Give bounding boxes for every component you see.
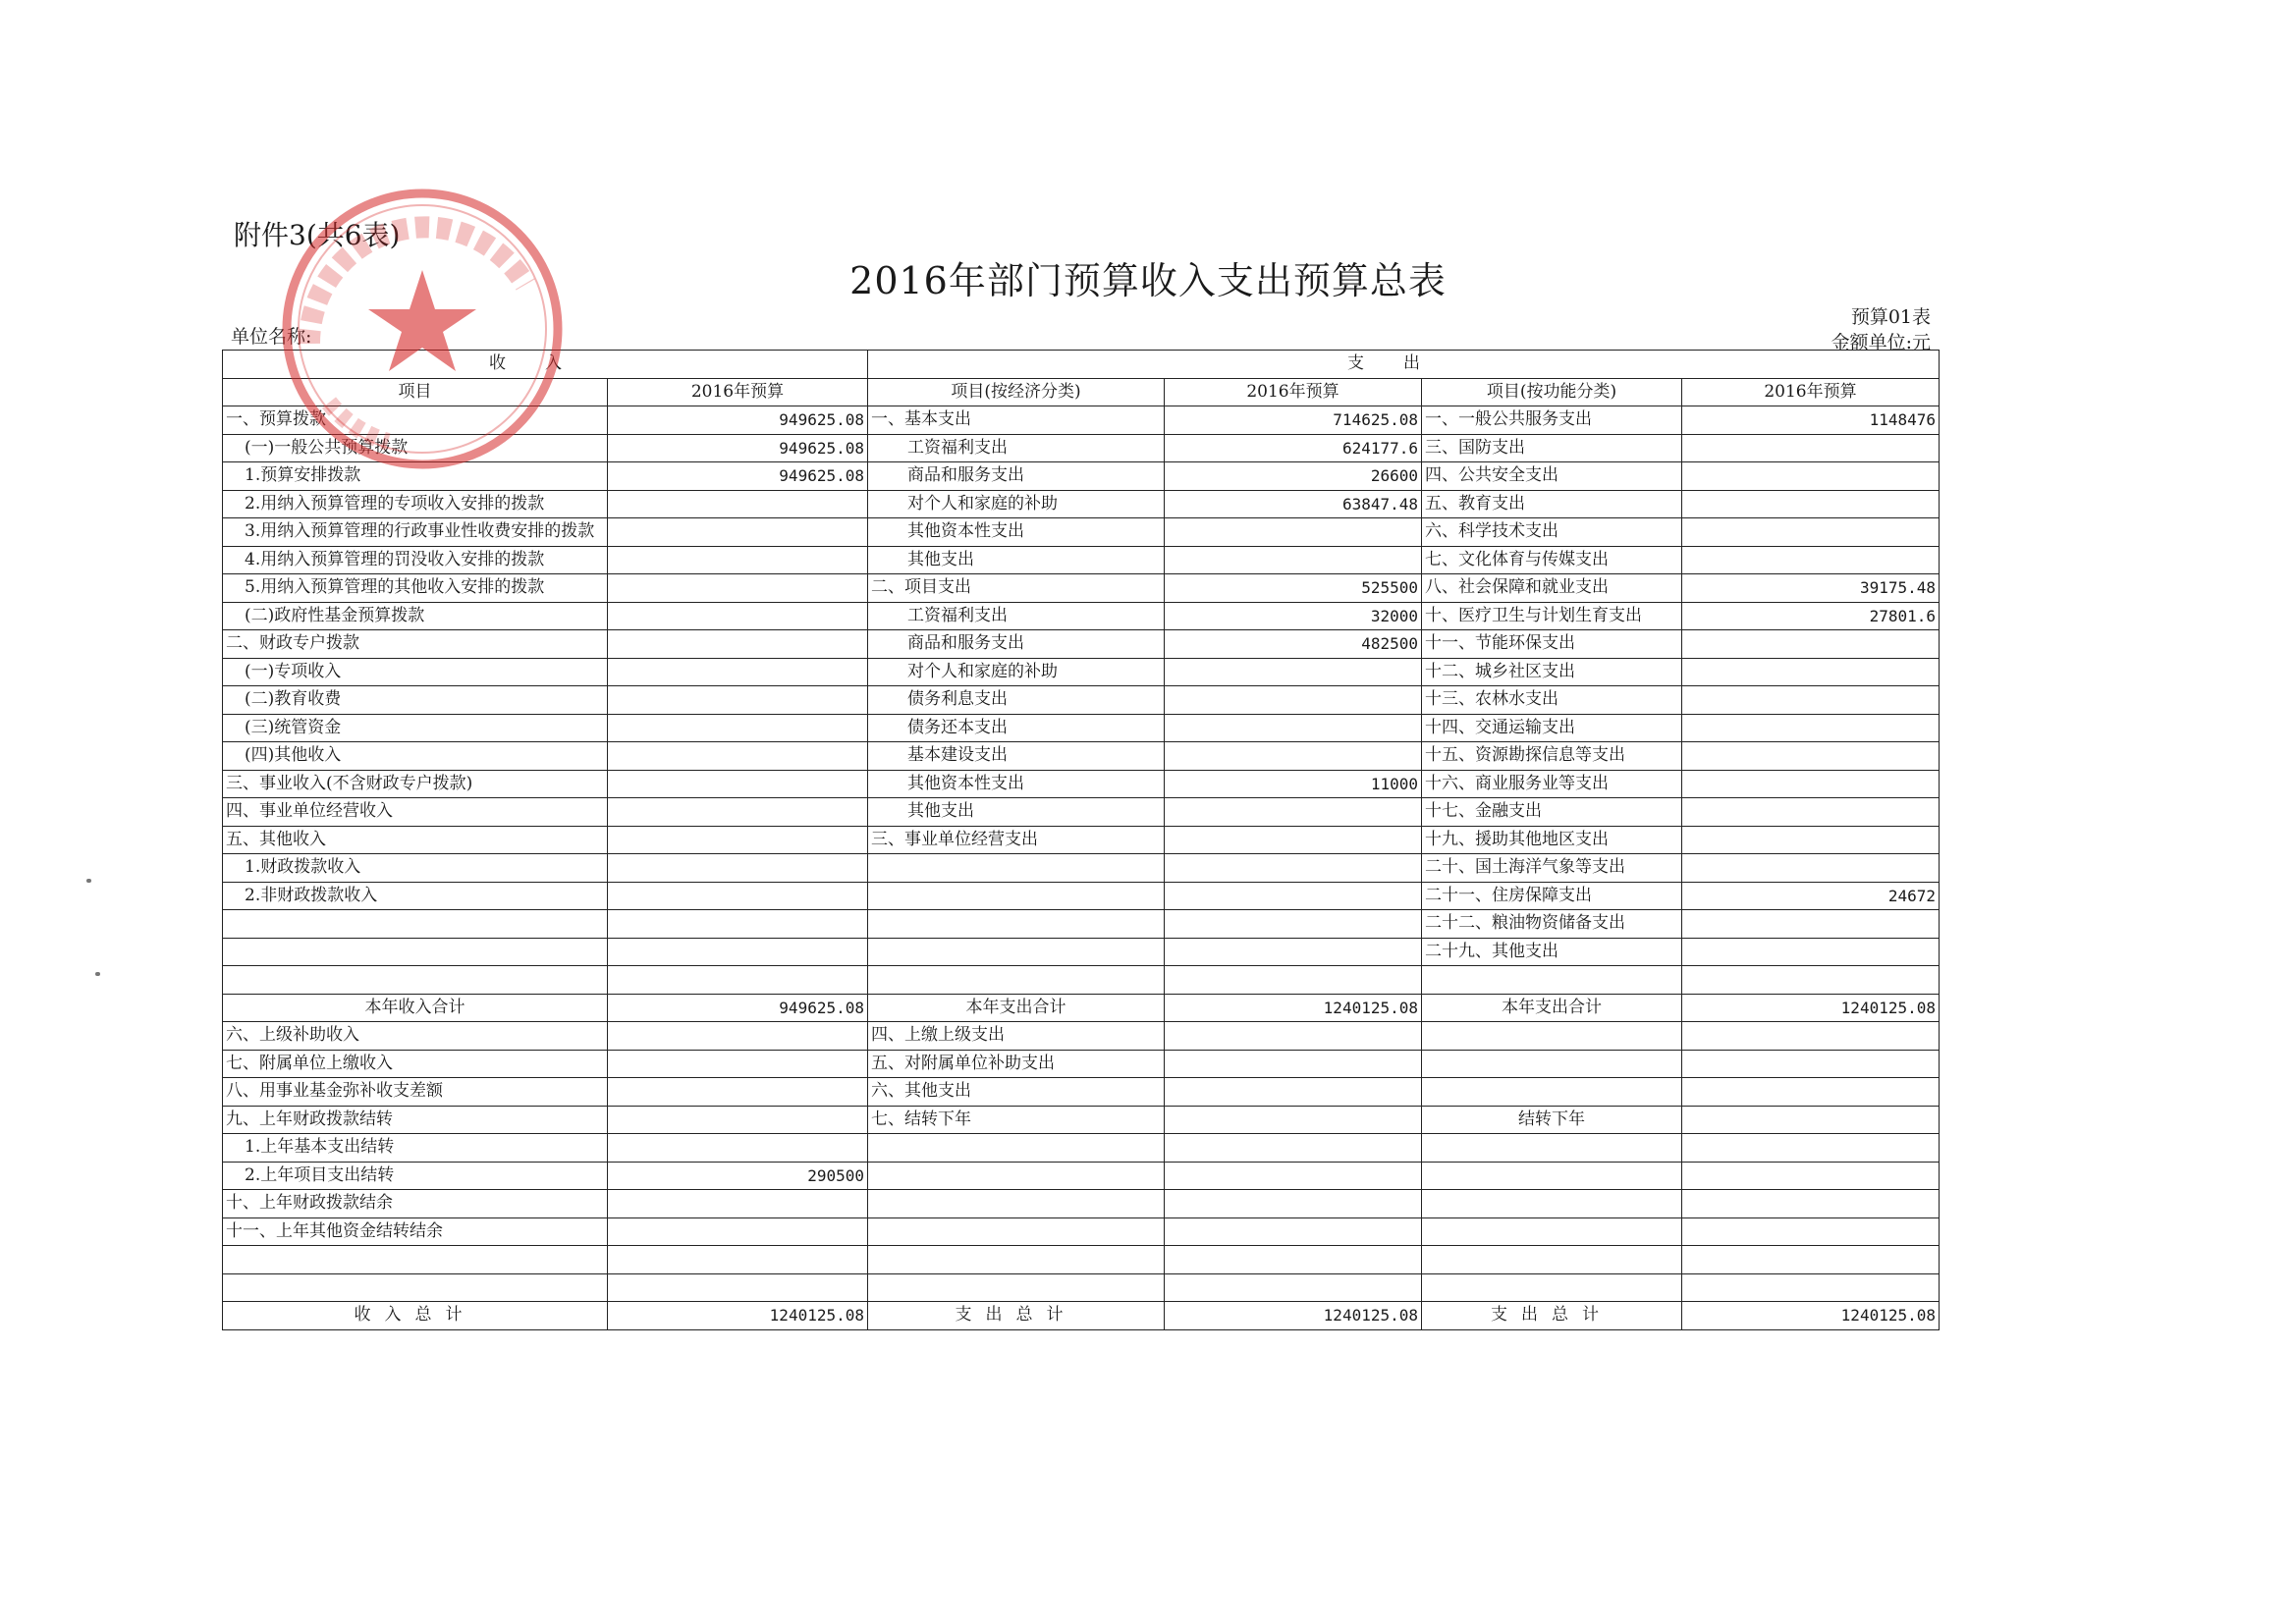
amount-cell — [608, 518, 868, 547]
amount-cell: 26600 — [1165, 462, 1422, 491]
amount-cell: 32000 — [1165, 602, 1422, 630]
item-cell — [1422, 1134, 1682, 1163]
item-cell: (四)其他收入 — [223, 742, 608, 771]
table-row — [223, 518, 1940, 547]
amount-cell — [1682, 462, 1940, 491]
amount-cell — [1682, 826, 1940, 854]
table-row — [223, 434, 1940, 462]
table-row — [223, 546, 1940, 574]
scan-speck — [86, 879, 91, 883]
item-cell: 5.用纳入预算管理的其他收入安排的拨款 — [223, 574, 608, 603]
amount-cell: 525500 — [1165, 574, 1422, 603]
amount-cell — [608, 602, 868, 630]
item-cell: 十九、援助其他地区支出 — [1422, 826, 1682, 854]
item-cell — [223, 1273, 608, 1302]
item-cell — [1422, 1273, 1682, 1302]
item-cell: (一)专项收入 — [223, 658, 608, 686]
amount-cell: 482500 — [1165, 630, 1422, 659]
item-cell — [223, 938, 608, 966]
item-cell: 四、事业单位经营收入 — [223, 798, 608, 827]
item-cell: 七、结转下年 — [868, 1106, 1165, 1134]
table-number: 预算01表 — [1850, 306, 1931, 328]
item-cell: 四、上缴上级支出 — [868, 1022, 1165, 1051]
item-cell: 二十、国土海洋气象等支出 — [1422, 854, 1682, 883]
table-row — [223, 574, 1940, 603]
item-cell — [1422, 1217, 1682, 1246]
amount-cell — [1682, 798, 1940, 827]
item-cell: 十、上年财政拨款结余 — [223, 1190, 608, 1218]
item-cell: 债务还本支出 — [868, 714, 1165, 742]
amount-cell — [608, 1134, 868, 1163]
amount-cell — [608, 1246, 868, 1274]
amount-cell — [1682, 546, 1940, 574]
amount-cell — [1165, 518, 1422, 547]
amount-cell — [1682, 630, 1940, 659]
column-header: 项目 — [223, 378, 608, 406]
amount-cell — [1682, 770, 1940, 798]
amount-cell — [1682, 1106, 1940, 1134]
item-cell: 八、社会保障和就业支出 — [1422, 574, 1682, 603]
item-cell: 一、预算拨款 — [223, 406, 608, 435]
amount-cell: 24672 — [1682, 882, 1940, 910]
item-cell: 债务利息支出 — [868, 686, 1165, 715]
item-cell: 商品和服务支出 — [868, 462, 1165, 491]
amount-unit: 金额单位:元 — [1831, 332, 1931, 353]
item-cell: 其他支出 — [868, 546, 1165, 574]
item-cell — [223, 966, 608, 995]
amount-cell — [1682, 518, 1940, 547]
amount-cell — [1165, 1217, 1422, 1246]
table-row — [223, 770, 1940, 798]
amount-cell — [1682, 1217, 1940, 1246]
table-row — [223, 1078, 1940, 1107]
item-cell: 1.预算安排拨款 — [223, 462, 608, 491]
table-row — [223, 1106, 1940, 1134]
amount-cell — [1682, 1050, 1940, 1078]
amount-cell — [1682, 1134, 1940, 1163]
item-cell: 三、事业单位经营支出 — [868, 826, 1165, 854]
amount-cell — [1165, 1050, 1422, 1078]
amount-cell — [608, 1273, 868, 1302]
table-row — [223, 826, 1940, 854]
amount-cell — [1165, 686, 1422, 715]
table-row — [223, 1134, 1940, 1163]
amount-cell — [1682, 966, 1940, 995]
income-group-header: 收入 — [223, 351, 868, 379]
amount-cell — [1165, 1022, 1422, 1051]
item-cell: 1.上年基本支出结转 — [223, 1134, 608, 1163]
item-cell: 十五、资源勘探信息等支出 — [1422, 742, 1682, 771]
amount-cell — [608, 1190, 868, 1218]
scan-speck — [95, 972, 100, 976]
table-row — [223, 1273, 1940, 1302]
amount-cell: 63847.48 — [1165, 490, 1422, 518]
item-cell: 3.用纳入预算管理的行政事业性收费安排的拨款 — [223, 518, 608, 547]
amount-cell — [1165, 658, 1422, 686]
table-row — [223, 630, 1940, 659]
item-cell: 五、其他收入 — [223, 826, 608, 854]
item-cell: 十一、节能环保支出 — [1422, 630, 1682, 659]
item-cell — [868, 966, 1165, 995]
amount-cell — [1682, 910, 1940, 939]
amount-cell — [608, 1050, 868, 1078]
item-cell — [1422, 1246, 1682, 1274]
item-cell — [868, 1246, 1165, 1274]
column-header: 2016年预算 — [608, 378, 868, 406]
item-cell: 十三、农林水支出 — [1422, 686, 1682, 715]
item-cell: 收入总计 — [223, 1302, 608, 1330]
amount-cell — [1165, 1134, 1422, 1163]
amount-cell — [608, 966, 868, 995]
item-cell: 七、文化体育与传媒支出 — [1422, 546, 1682, 574]
table-body — [223, 406, 1940, 1330]
column-header: 2016年预算 — [1682, 378, 1940, 406]
table-row — [223, 742, 1940, 771]
amount-cell — [1165, 1162, 1422, 1190]
table-row — [223, 686, 1940, 715]
amount-cell — [608, 686, 868, 715]
amount-cell: 290500 — [608, 1162, 868, 1190]
table-row — [223, 1162, 1940, 1190]
table-row — [223, 966, 1940, 995]
amount-cell — [1682, 938, 1940, 966]
item-cell: 九、上年财政拨款结转 — [223, 1106, 608, 1134]
item-cell — [868, 1134, 1165, 1163]
amount-cell — [608, 742, 868, 771]
item-cell: 商品和服务支出 — [868, 630, 1165, 659]
item-cell: (一)一般公共预算拨款 — [223, 434, 608, 462]
item-cell: 十一、上年其他资金结转结余 — [223, 1217, 608, 1246]
amount-cell — [608, 826, 868, 854]
amount-cell — [1682, 854, 1940, 883]
item-cell: 七、附属单位上缴收入 — [223, 1050, 608, 1078]
item-cell: 1.财政拨款收入 — [223, 854, 608, 883]
table-row — [223, 462, 1940, 491]
amount-cell — [608, 910, 868, 939]
amount-cell — [1165, 826, 1422, 854]
amount-cell: 949625.08 — [608, 994, 868, 1022]
amount-cell — [1165, 546, 1422, 574]
item-cell: 本年支出合计 — [1422, 994, 1682, 1022]
item-cell: (二)政府性基金预算拨款 — [223, 602, 608, 630]
item-cell: 二十二、粮油物资储备支出 — [1422, 910, 1682, 939]
amount-cell — [1682, 742, 1940, 771]
amount-cell — [608, 1106, 868, 1134]
item-cell — [868, 854, 1165, 883]
item-cell: 五、教育支出 — [1422, 490, 1682, 518]
expense-group-header: 支出 — [868, 351, 1940, 379]
amount-cell — [1165, 910, 1422, 939]
table-row — [223, 882, 1940, 910]
column-header: 项目(按经济分类) — [868, 378, 1165, 406]
item-cell: 本年收入合计 — [223, 994, 608, 1022]
item-cell: 八、用事业基金弥补收支差额 — [223, 1078, 608, 1107]
item-cell: 其他资本性支出 — [868, 518, 1165, 547]
amount-cell — [1165, 1190, 1422, 1218]
item-cell: 结转下年 — [1422, 1106, 1682, 1134]
item-cell — [223, 1246, 608, 1274]
item-cell — [1422, 1050, 1682, 1078]
item-cell: 三、事业收入(不含财政专户拨款) — [223, 770, 608, 798]
attachment-label: 附件3(共6表) — [234, 219, 401, 251]
amount-cell: 714625.08 — [1165, 406, 1422, 435]
table-row — [223, 1050, 1940, 1078]
table-row — [223, 490, 1940, 518]
amount-cell: 949625.08 — [608, 462, 868, 491]
column-header: 项目(按功能分类) — [1422, 378, 1682, 406]
item-cell: 十七、金融支出 — [1422, 798, 1682, 827]
amount-cell — [608, 938, 868, 966]
table-row — [223, 1217, 1940, 1246]
group-header-row — [223, 351, 1940, 379]
item-cell: 四、公共安全支出 — [1422, 462, 1682, 491]
table-row — [223, 854, 1940, 883]
item-cell — [868, 910, 1165, 939]
item-cell: (二)教育收费 — [223, 686, 608, 715]
item-cell: 六、科学技术支出 — [1422, 518, 1682, 547]
item-cell: 本年支出合计 — [868, 994, 1165, 1022]
amount-cell — [1165, 938, 1422, 966]
amount-cell — [608, 1217, 868, 1246]
amount-cell — [1682, 1273, 1940, 1302]
amount-cell: 39175.48 — [1682, 574, 1940, 603]
amount-cell — [608, 1078, 868, 1107]
amount-cell — [1165, 714, 1422, 742]
item-cell — [223, 910, 608, 939]
amount-cell — [608, 574, 868, 603]
item-cell: 二、项目支出 — [868, 574, 1165, 603]
amount-cell — [1165, 1106, 1422, 1134]
table-row — [223, 938, 1940, 966]
item-cell: 二十一、住房保障支出 — [1422, 882, 1682, 910]
amount-cell: 1240125.08 — [1682, 1302, 1940, 1330]
item-cell — [1422, 1162, 1682, 1190]
amount-cell — [608, 546, 868, 574]
amount-cell: 1240125.08 — [608, 1302, 868, 1330]
item-cell: (三)统管资金 — [223, 714, 608, 742]
table-row — [223, 658, 1940, 686]
amount-cell — [1682, 686, 1940, 715]
amount-cell: 1240125.08 — [1165, 994, 1422, 1022]
amount-cell — [1682, 1022, 1940, 1051]
item-cell: 一、基本支出 — [868, 406, 1165, 435]
table-row — [223, 1022, 1940, 1051]
amount-cell — [1682, 714, 1940, 742]
amount-cell — [1165, 1246, 1422, 1274]
amount-cell — [1682, 1246, 1940, 1274]
amount-cell — [1682, 1078, 1940, 1107]
amount-cell — [1165, 882, 1422, 910]
table-row — [223, 1302, 1940, 1330]
amount-cell: 624177.6 — [1165, 434, 1422, 462]
amount-cell — [1165, 1273, 1422, 1302]
item-cell: 二、财政专户拨款 — [223, 630, 608, 659]
item-cell: 十六、商业服务业等支出 — [1422, 770, 1682, 798]
item-cell: 十、医疗卫生与计划生育支出 — [1422, 602, 1682, 630]
item-cell: 2.上年项目支出结转 — [223, 1162, 608, 1190]
item-cell: 2.用纳入预算管理的专项收入安排的拨款 — [223, 490, 608, 518]
amount-cell: 1240125.08 — [1165, 1302, 1422, 1330]
item-cell: 工资福利支出 — [868, 434, 1165, 462]
table-row — [223, 406, 1940, 435]
column-header-row — [223, 378, 1940, 406]
table-row — [223, 910, 1940, 939]
table-row — [223, 1246, 1940, 1274]
amount-cell — [1682, 434, 1940, 462]
amount-cell — [1682, 1162, 1940, 1190]
amount-cell — [608, 630, 868, 659]
item-cell: 二十九、其他支出 — [1422, 938, 1682, 966]
amount-cell: 27801.6 — [1682, 602, 1940, 630]
item-cell: 支出总计 — [868, 1302, 1165, 1330]
item-cell — [868, 1162, 1165, 1190]
amount-cell: 1148476 — [1682, 406, 1940, 435]
amount-cell — [1165, 1078, 1422, 1107]
unit-name-label: 单位名称: — [231, 326, 312, 348]
item-cell — [868, 1217, 1165, 1246]
item-cell — [1422, 1022, 1682, 1051]
item-cell: 一、一般公共服务支出 — [1422, 406, 1682, 435]
item-cell: 支出总计 — [1422, 1302, 1682, 1330]
amount-cell — [608, 1022, 868, 1051]
amount-cell: 949625.08 — [608, 434, 868, 462]
item-cell: 其他支出 — [868, 798, 1165, 827]
item-cell: 4.用纳入预算管理的罚没收入安排的拨款 — [223, 546, 608, 574]
table-row — [223, 798, 1940, 827]
item-cell: 十四、交通运输支出 — [1422, 714, 1682, 742]
column-header: 2016年预算 — [1165, 378, 1422, 406]
amount-cell — [1165, 854, 1422, 883]
item-cell: 五、对附属单位补助支出 — [868, 1050, 1165, 1078]
amount-cell — [1165, 966, 1422, 995]
item-cell: 对个人和家庭的补助 — [868, 658, 1165, 686]
budget-table — [222, 350, 1940, 1330]
amount-cell — [608, 714, 868, 742]
item-cell: 对个人和家庭的补助 — [868, 490, 1165, 518]
item-cell: 三、国防支出 — [1422, 434, 1682, 462]
table-row — [223, 714, 1940, 742]
item-cell: 六、其他支出 — [868, 1078, 1165, 1107]
item-cell: 2.非财政拨款收入 — [223, 882, 608, 910]
amount-cell — [608, 798, 868, 827]
table-row — [223, 994, 1940, 1022]
amount-cell: 11000 — [1165, 770, 1422, 798]
page-title: 2016年部门预算收入支出预算总表 — [849, 259, 1447, 302]
item-cell — [1422, 1190, 1682, 1218]
item-cell: 工资福利支出 — [868, 602, 1165, 630]
amount-cell — [608, 770, 868, 798]
item-cell: 其他资本性支出 — [868, 770, 1165, 798]
item-cell: 十二、城乡社区支出 — [1422, 658, 1682, 686]
table-row — [223, 1190, 1940, 1218]
item-cell — [868, 938, 1165, 966]
item-cell — [1422, 966, 1682, 995]
amount-cell — [608, 490, 868, 518]
item-cell — [1422, 1078, 1682, 1107]
item-cell — [868, 1273, 1165, 1302]
amount-cell — [608, 658, 868, 686]
amount-cell — [608, 882, 868, 910]
amount-cell — [1165, 742, 1422, 771]
item-cell — [868, 882, 1165, 910]
amount-cell — [1682, 658, 1940, 686]
amount-cell — [1682, 1190, 1940, 1218]
amount-cell: 1240125.08 — [1682, 994, 1940, 1022]
table-row — [223, 602, 1940, 630]
amount-cell: 949625.08 — [608, 406, 868, 435]
amount-cell — [1682, 490, 1940, 518]
amount-cell — [1165, 798, 1422, 827]
item-cell: 六、上级补助收入 — [223, 1022, 608, 1051]
item-cell: 基本建设支出 — [868, 742, 1165, 771]
amount-cell — [608, 854, 868, 883]
item-cell — [868, 1190, 1165, 1218]
